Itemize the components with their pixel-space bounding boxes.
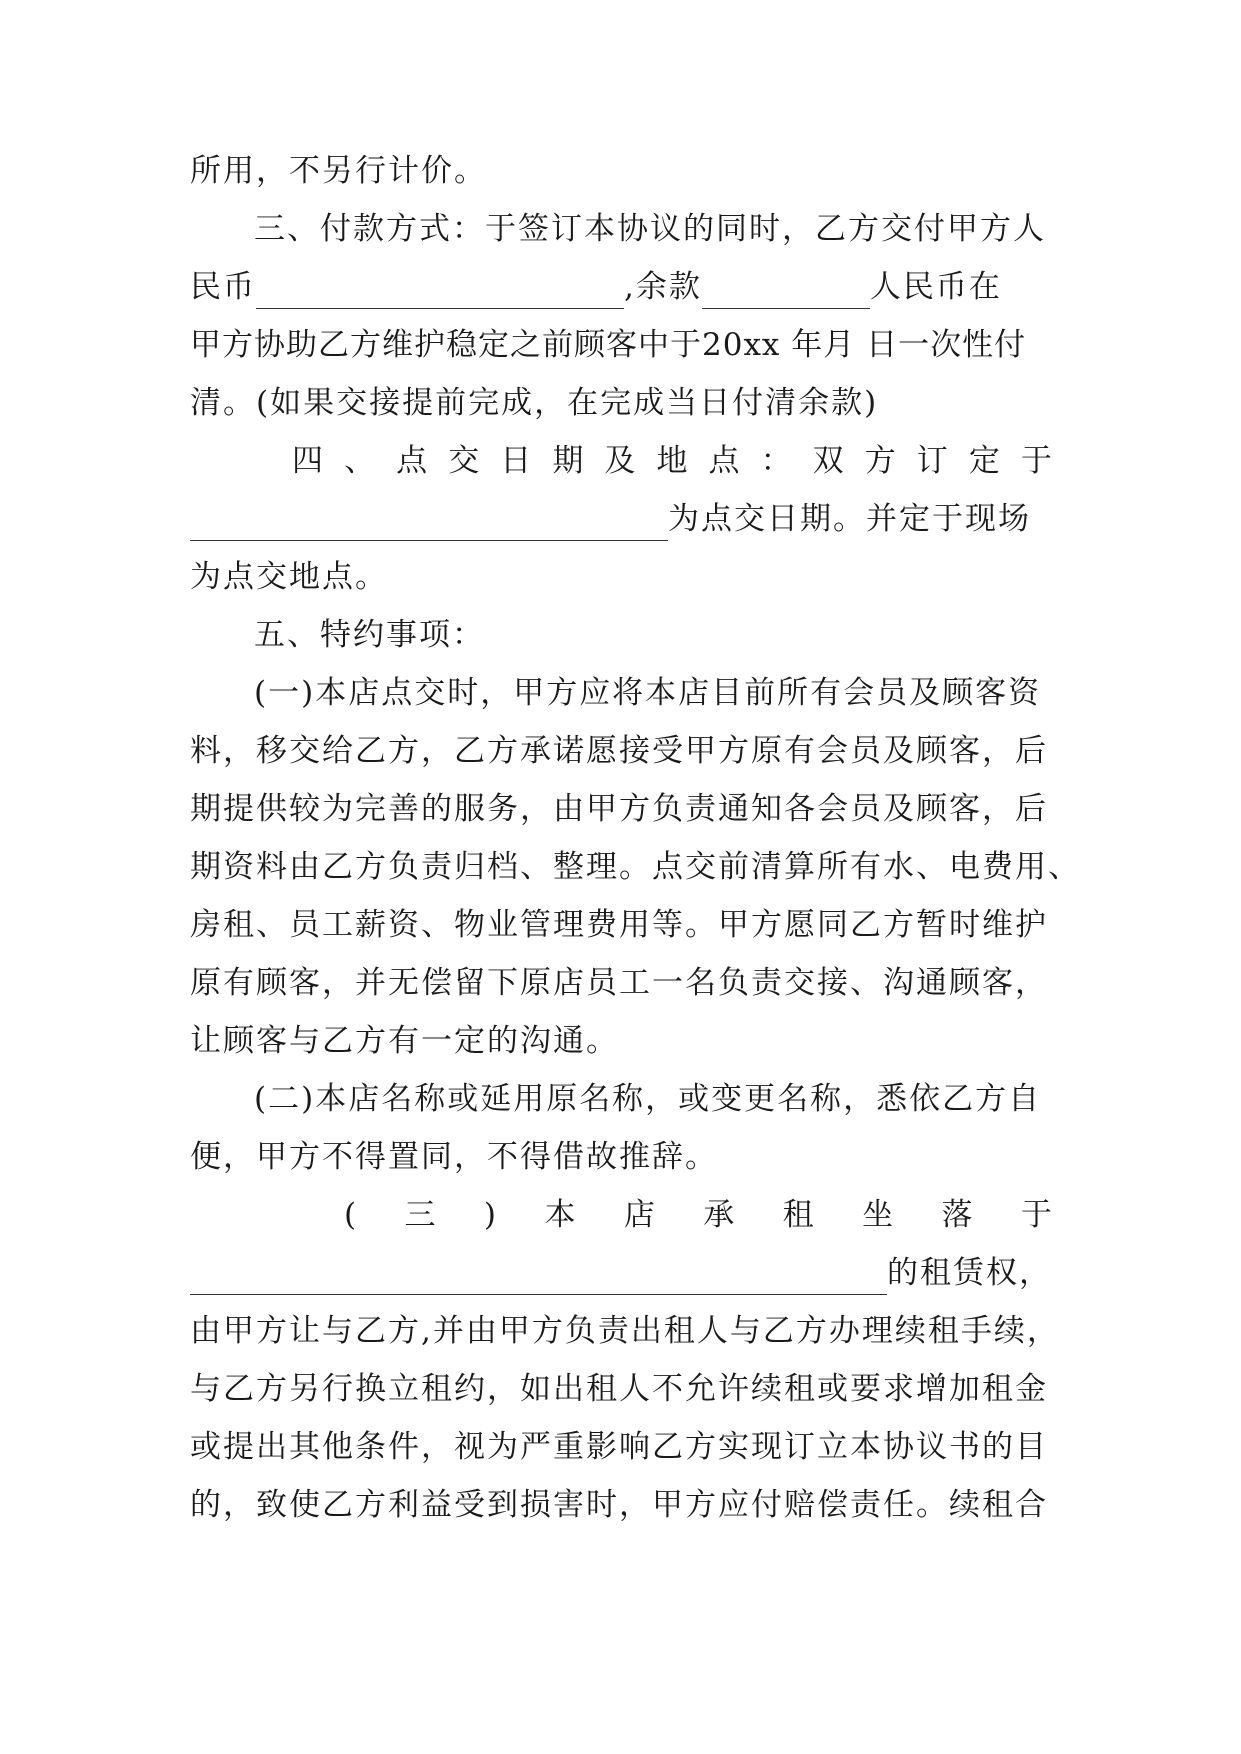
char: 地	[656, 443, 688, 479]
char: 点	[708, 443, 740, 479]
text-line-18: 便，甲方不得置同，不得借故推辞。	[190, 1139, 718, 1175]
text-line-21: 由甲方让与乙方,并由甲方负责出租人与乙方办理续租手续，	[190, 1313, 1060, 1349]
lease-clause-heading	[344, 1193, 1052, 1237]
text-line-22: 与乙方另行换立租约，如出租人不允许续租或要求增加租金	[190, 1371, 1048, 1407]
text-line-17: (二)本店名称或延用原名称，或变更名称，悉依乙方自	[254, 1081, 1042, 1117]
text-line-11: 料，移交给乙方，乙方承诺愿接受甲方原有会员及顾客，后	[190, 733, 1048, 769]
char: 于	[1020, 1197, 1052, 1233]
char: 双	[812, 443, 844, 479]
char: 定	[968, 443, 1000, 479]
char: 方	[864, 443, 896, 479]
text-balance: ,余款	[624, 269, 702, 305]
char: 落	[941, 1197, 973, 1233]
text-line-12: 期提供较为完善的服务，由甲方负责通知各会员及顾客，后	[190, 791, 1048, 827]
handover-date-line	[190, 497, 1052, 541]
char: 期	[552, 443, 584, 479]
lease-location-line	[190, 1251, 1052, 1295]
char: 承	[703, 1197, 735, 1233]
char: 及	[604, 443, 636, 479]
char: )	[483, 1197, 497, 1233]
special-terms-heading: 五、特约事项：	[254, 617, 485, 653]
text-line-16: 让顾客与乙方有一定的沟通。	[190, 1023, 619, 1059]
char: 坐	[862, 1197, 894, 1233]
text-line-8: 为点交地点。	[190, 559, 388, 595]
payment-amount-line	[190, 265, 1052, 309]
char: 店	[623, 1197, 655, 1233]
fill-blank-date	[190, 510, 668, 541]
text-rmb-at: 人民币在	[869, 269, 1002, 305]
text-line-10: (一)本店点交时，甲方应将本店目前所有会员及顾客资	[254, 675, 1042, 711]
text-line-23: 或提出其他条件，视为严重影响乙方实现订立本协议书的目	[190, 1429, 1048, 1465]
char: 点	[396, 443, 428, 479]
char: 三	[404, 1197, 436, 1233]
char: 日	[500, 443, 532, 479]
char: 、	[344, 443, 376, 479]
char: 四	[292, 443, 323, 479]
text-handover-date: 为点交日期。并定于现场	[668, 501, 1031, 537]
char: ：	[760, 443, 792, 479]
text-line-14: 房租、员工薪资、物业管理费用等。甲方愿同乙方暂时维护	[190, 907, 1048, 943]
handover-clause-heading	[292, 439, 1052, 483]
text-line-24: 的，致使乙方利益受到损害时，甲方应付赔偿责任。续租合	[190, 1487, 1048, 1523]
char: 本	[544, 1197, 576, 1233]
text-line-1: 所用，不另行计价。	[190, 153, 487, 189]
char: 于	[1020, 443, 1052, 479]
payment-clause-heading: 三、付款方式：于签订本协议的同时，乙方交付甲方人	[254, 211, 1046, 247]
fill-blank-location	[190, 1264, 887, 1295]
text-line-5: 清。(如果交接提前完成，在完成当日付清余款)	[190, 385, 879, 421]
text-lease-right: 的租赁权，	[887, 1255, 1052, 1291]
text-rmb: 民币	[190, 269, 256, 305]
char: 租	[782, 1197, 814, 1233]
fill-blank-balance	[702, 278, 870, 309]
text-line-13: 期资料由乙方负责归档、整理。点交前清算所有水、电费用、	[190, 849, 1081, 885]
char: 交	[448, 443, 480, 479]
fill-blank-amount	[256, 278, 624, 309]
text-line-15: 原有顾客，并无偿留下原店员工一名负责交接、沟通顾客，	[190, 965, 1048, 1001]
text-line-4: 甲方协助乙方维护稳定之前顾客中于20xx 年月 日一次性付	[190, 327, 1027, 363]
char: 订	[916, 443, 948, 479]
char: (	[344, 1197, 357, 1233]
